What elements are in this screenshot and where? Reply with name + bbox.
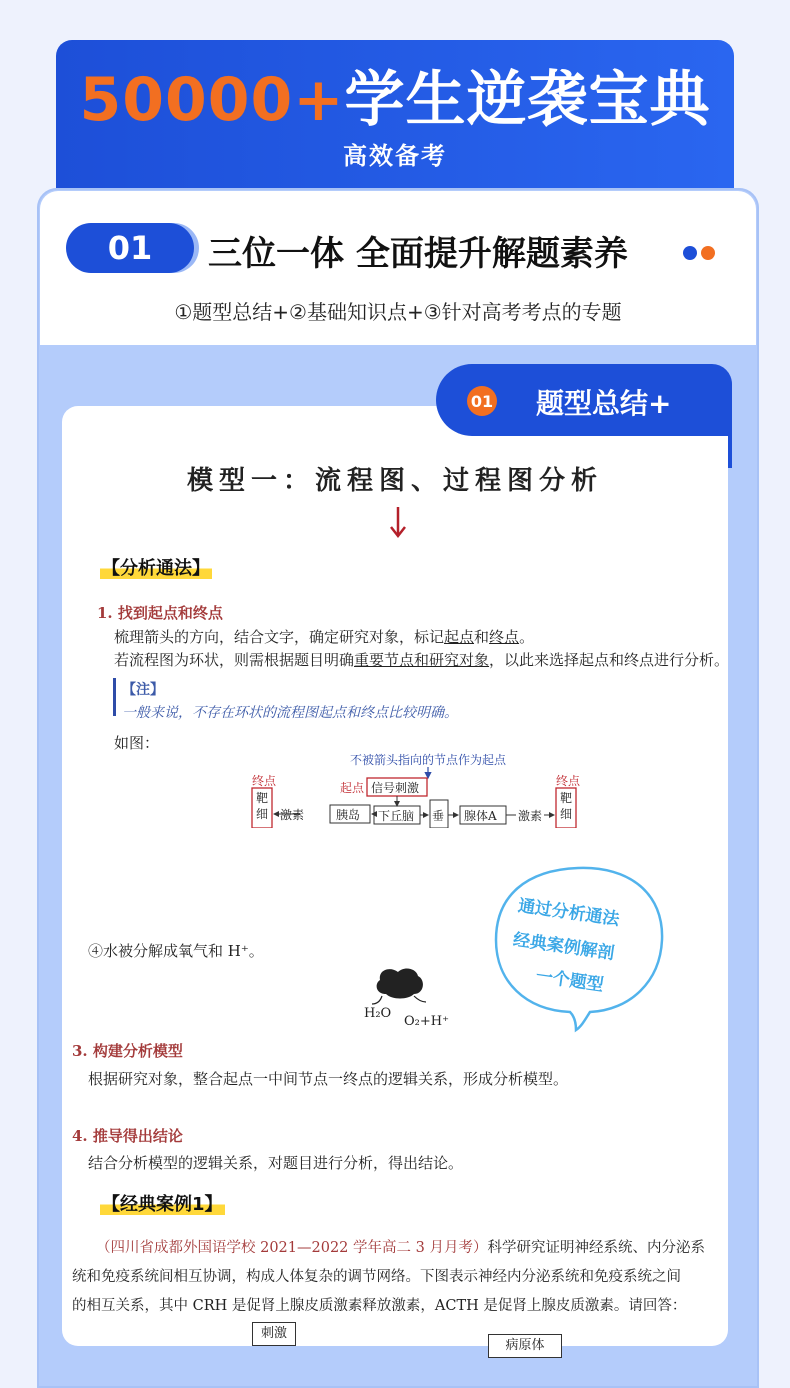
diagram-hypothalamus: 下丘脑 (378, 809, 415, 823)
hero-subtitle: 高效备考 (343, 142, 447, 170)
section-title: 三位一体 全面提升解题素养 (208, 234, 628, 274)
orange-dot-icon (701, 246, 715, 260)
down-arrow-icon (388, 505, 408, 539)
bubble-line-1: 通过分析通法 (516, 895, 621, 930)
diagram-target-right: 靶 (559, 791, 573, 805)
section-number-badge: 01 (66, 223, 194, 273)
note-text: 一般来说，不存在环状的流程图起点和终点比较明确。 (122, 705, 458, 721)
step3-text: 根据研究对象，整合起点一中间节点一终点的逻辑关系，形成分析模型。 (88, 1070, 569, 1088)
diagram-signal: 信号刺激 (371, 781, 420, 795)
step4-text: 结合分析模型的逻辑关系，对题目进行分析，得出结论。 (88, 1154, 464, 1172)
diagram-hormone-left: 激素 (280, 808, 305, 822)
water-left: H₂O (364, 1006, 392, 1021)
blue-dot-icon (683, 246, 697, 260)
case-line-2: 统和免疫系统间相互协调，构成人体复杂的调节网络。下图表示神经内分泌系统和免疫系统之间 (72, 1269, 681, 1285)
step1-line1: 梳理箭头的方向，结合文字，确定研究对象，标记起点和终点。 (114, 628, 535, 646)
case-tag: 【经典案例1】 (102, 1194, 223, 1215)
tab-number-badge: 01 (467, 386, 497, 416)
step1-line2: 若流程图为环状，则需根据题目明确重要节点和研究对象，以此来选择起点和终点进行分析。 (114, 651, 730, 669)
bubble-line-2: 经典案例解剖 (511, 929, 616, 964)
method-tag: 【分析通法】 (102, 558, 210, 579)
note-bar (113, 678, 116, 716)
svg-text:细: 细 (559, 807, 573, 821)
note-heading: 【注】 (122, 682, 164, 698)
case-box-pathogen: 病原体 (488, 1334, 562, 1358)
doc-title: 模型一：流程图、过程图分析 (186, 466, 603, 496)
diagram-pituitary: 垂 (432, 809, 445, 823)
hero-title (0, 52, 790, 138)
case-line-3: 的相互关系，其中 CRH 是促肾上腺皮质激素释放激素，ACTH 是促肾上腺皮质激素。请回答： (72, 1298, 687, 1314)
diagram-hormone-right: 激素 (518, 809, 543, 823)
diagram-top-note: 不被箭头指向的节点作为起点 (350, 753, 507, 767)
water-right: O₂+H⁺ (404, 1014, 449, 1029)
as-shown-label: 如图： (114, 734, 160, 752)
diagram-end-right: 终点 (556, 774, 581, 788)
step1-heading: 1. 找到起点和终点 (97, 604, 223, 622)
step4-heading: 4. 推导得出结论 (72, 1127, 183, 1145)
water-line: ④水被分解成氧气和 H⁺。 (88, 942, 264, 960)
diagram-end-left: 终点 (252, 774, 277, 788)
bubble-line-3: 一个题型 (534, 966, 605, 996)
diagram-start: 起点 (340, 781, 365, 795)
diagram-islet: 胰岛 (336, 808, 361, 822)
step3-heading: 3. 构建分析模型 (72, 1042, 183, 1060)
case-box-stimulus: 刺激 (252, 1322, 296, 1346)
case-line-1: （四川省成都外国语学校 2021—2022 学年高二 3 月月考）科学研究证明神经系统、内分泌系 (96, 1240, 705, 1256)
diagram-gland: 腺体A (464, 809, 497, 823)
svg-text:细: 细 (255, 807, 269, 821)
hero-title-number: 50000+ (79, 65, 345, 135)
hero-title-text: 学生逆袭宝典 (344, 65, 711, 135)
section-subtitle: ①题型总结+②基础知识点+③针对高考考点的专题 (174, 300, 622, 324)
water-splitting-icon (370, 966, 430, 1006)
flow-diagram (240, 748, 590, 828)
tab-label: 题型总结+ (536, 387, 672, 420)
diagram-target-left: 靶 (255, 791, 269, 805)
